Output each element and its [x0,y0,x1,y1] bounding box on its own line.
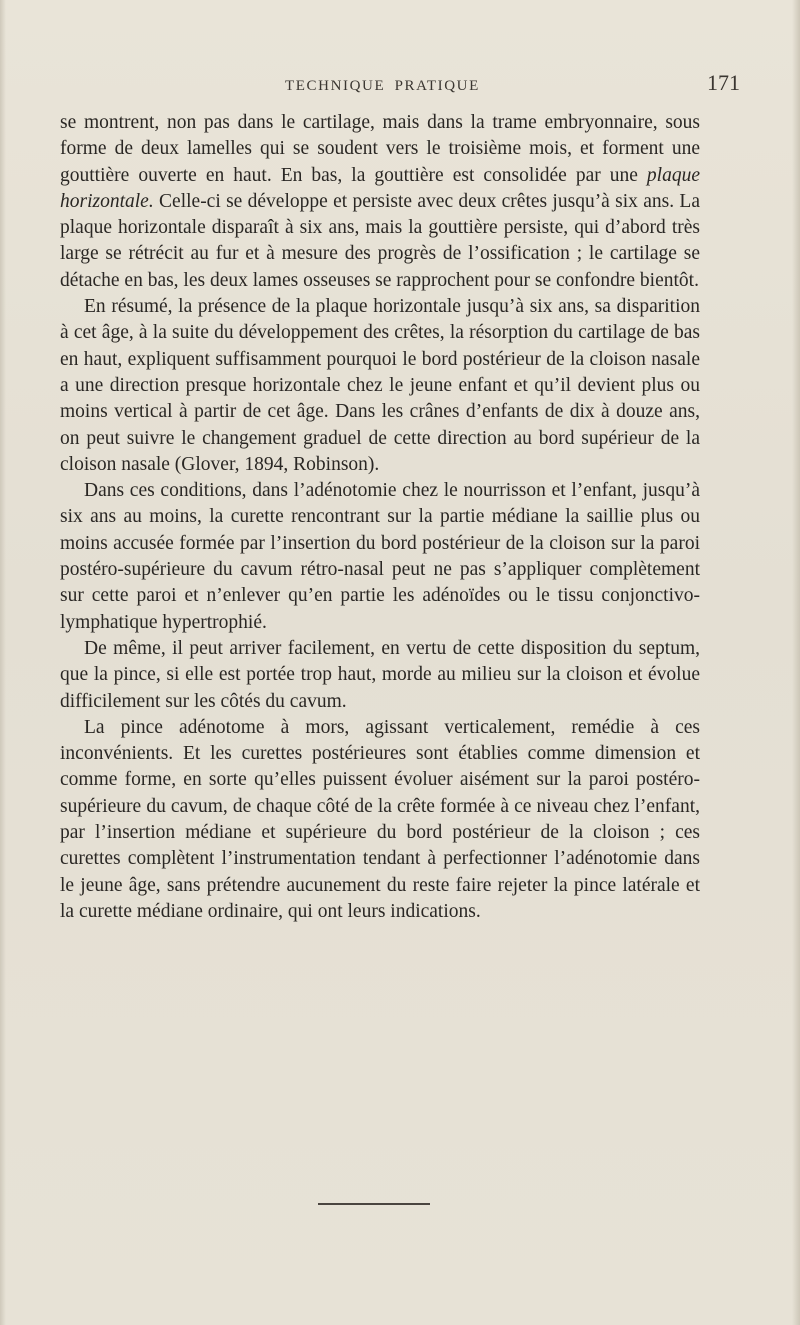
paragraph-1-text-a: se montrent, non pas dans le cartilage, mais dans la trame embryonnaire, sous forme de deux lamelles qui se soudent vers le troisième mois, et forment une gouttière ouverte en haut. En bas, la gouttière est consolidée par une [60,112,700,186]
page-header [60,66,740,96]
paragraph-2: En résumé, la présence de la plaque horizontale jusqu’à six ans, sa disparition à cet âge, à la suite du développement des crêtes, la résorption du cartilage de bas en haut, expliquent suffisamment pourquoi le bord postérieur de la cloison nasale a une direction presque horizontale chez le jeune enfant et qu’il devient plus ou moins vertical à partir de cet âge. Dans les crânes d’enfants de dix à douze ans, on peut suivre le changement graduel de cette direction au bord supérieur de la cloison nasale (Glover, 1894, Robinson). [60,296,700,475]
paragraph-1 [60,110,700,294]
running-head: TECHNIQUE PRATIQUE [285,78,480,94]
page-edge-shadow-left [0,0,6,1325]
paragraph-1-text-b: Celle-ci se développe et persiste avec deux crêtes jusqu’à six ans. La plaque horizontale disparaît à six ans, mais la gouttière persiste, qui d’abord très large se rétrécit au fur et à mesure des progrès de l’ossification ; le cartilage se détache en bas, les deux lames osseuses se rapprochent pour se confondre bientôt. [60,190,700,291]
page-number: 171 [707,70,740,95]
paragraph-4: De même, il peut arriver facilement, en vertu de cette disposition du septum, que la pince, si elle est portée trop haut, morde au milieu sur la cloison et évolue difficilement sur les côtés du cavum. [60,637,700,712]
body-text [60,110,700,925]
paragraph-3: Dans ces conditions, dans l’adénotomie chez le nourrisson et l’enfant, jusqu’à six ans au moins, la curette rencontrant sur la partie médiane la saillie plus ou moins accusée formée par l’insertion du bord postérieur de la cloison sur la paroi postéro-supérieure du cavum rétro-nasal peut ne pas s’appliquer complètement sur cette paroi et n’enlever qu’en partie les adénoïdes ou le tissu conjonctivo-lymphatique hypertrophié. [60,480,700,633]
page-edge-shadow-right [792,0,800,1325]
emphasis-plaque-horizontale: plaque horizontale. [60,164,700,212]
paragraph-5: La pince adénotome à mors, agissant verticalement, remédie à ces inconvénients. Et les curettes postérieures sont établies comme dimension et comme forme, en sorte qu’elles puissent évoluer aisément sur la paroi postéro-supérieure du cavum, de chaque côté de la crête formée à ce niveau chez l’enfant, par l’insertion médiane et supérieure du bord postérieur de la cloison ; ces curettes complètent l’instrumentation tendant à perfectionner l’adénotomie dans le jeune âge, sans prétendre aucunement du reste faire rejeter la pince latérale et la curette médiane ordinaire, qui ont leurs indications. [60,716,700,922]
closing-rule [318,1203,430,1205]
